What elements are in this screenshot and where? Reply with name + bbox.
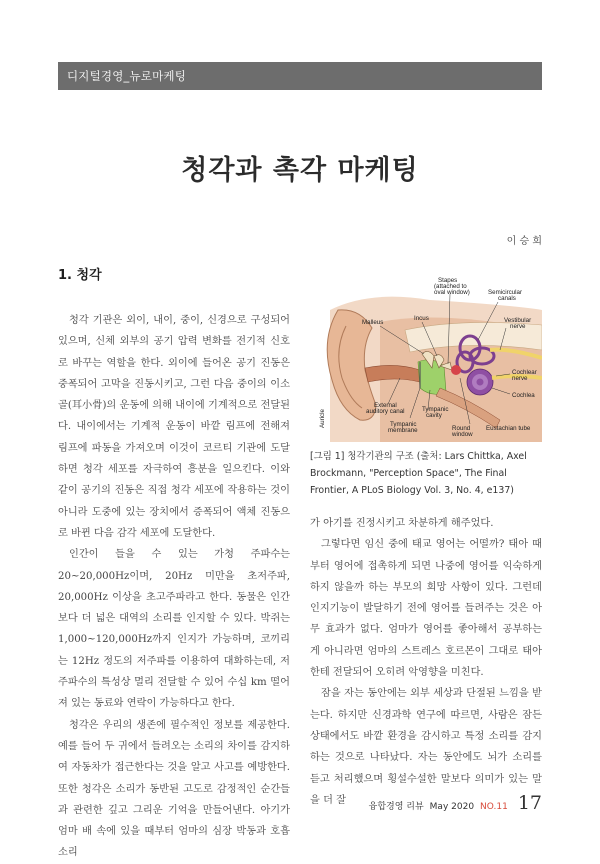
section-heading: 1. 청각 bbox=[58, 268, 102, 283]
page-number: 17 bbox=[517, 792, 542, 814]
magazine-name: 융합경영 리뷰 bbox=[368, 802, 424, 812]
paragraph: 인간이 들을 수 있는 가청 주파수는 20~20,000Hz이며, 20Hz 미만을 초저주파, 20,000Hz 이상을 초고주파라고 한다. 동물은 인간보다 더 넓은 대역의 소리를 인지할 수 있다. 박쥐는 1,000~120,000Hz까지 인지가 가능하며, 코끼리는 12Hz 정도의 저주파를 이용하여 대화하는데, 저주파수의 특성상 멀리 전달할 수 있어 수십 km 떨어져 있는 동료와 연락이 가능하다고 한다. bbox=[58, 549, 290, 710]
label-cochlear-nerve: Cochlear bbox=[512, 369, 537, 376]
label-external: External bbox=[374, 402, 397, 409]
label-cochlear-nerve-2: nerve bbox=[512, 375, 528, 382]
label-semicircular: Semicircular bbox=[488, 289, 523, 296]
label-tympanic-membrane: Tympanic bbox=[390, 421, 417, 428]
paragraph: 가 아기를 진정시키고 차분하게 해주었다. bbox=[310, 518, 494, 529]
label-auricle: Auricle bbox=[319, 409, 326, 428]
category-banner bbox=[58, 62, 542, 90]
paragraph: 청각 기관은 외이, 내이, 중이, 신경으로 구성되어 있으며, 신체 외부의 공기 압력 변화를 전기적 신호로 바꾸는 역할을 한다. 외이에 들어온 공기 진동은 중폭되어 고막을 진동시키고, 그런 다음 중이의 이소골(耳小骨)의 운동에 의해 내이에 기계적으로 전달된다. 내이에서는 기계적 운동이 바깥 림프에 전해져 림프에 파동을 가져오며 이것이 코르티 기관에 도달하면 청각 세포를 자극하여 흥분을 일으킨다. 이와 같이 공기의 진동은 직접 청각 세포에 작용하는 것이 아니라 도중에 있는 장치에서 증폭되어 액체 진동으로 바뀐 다음 감각 세포에 도달한다. bbox=[58, 315, 290, 539]
label-semicircular-2: canals bbox=[498, 295, 516, 302]
label-malleus: Malleus bbox=[362, 319, 384, 326]
paragraph: 청각은 우리의 생존에 필수적인 정보를 제공한다. 예를 들어 두 귀에서 들려오는 소리의 차이를 감지하여 자동차가 접근한다는 것을 알고 사고를 예방한다. 또한 청각은 소리가 동반된 고도로 감정적인 순간들과 관련한 깊고 그리운 기억을 만들어낸다. 아기가 엄마 배 속에 있을 때부터 엄마의 심장 박동과 호흡 소리 bbox=[58, 719, 290, 859]
paragraph: 그렇다면 임신 중에 태교 영어는 어떨까? 태아 때부터 영어에 접촉하게 되면 나중에 영어를 익숙하게 하지 않을까 하는 부모의 희망 사항이 있다. 그런데 인지기능이 발달하기 전에 영어를 들려주는 것은 아무 효과가 없다. 엄마가 영어를 좋아해서 공부하는 게 아니라면 엄마의 스트레스 호르몬이 그대로 태아한테 전달되어 오히려 악영향을 미친다. bbox=[310, 539, 542, 679]
left-column bbox=[58, 310, 290, 864]
cochlea-core bbox=[477, 379, 484, 386]
label-stapes-2: (attached to bbox=[434, 283, 467, 290]
article-title: 청각과 촉각 마케팅 bbox=[181, 155, 419, 186]
label-incus: Incus bbox=[414, 315, 429, 322]
label-stapes-3: oval window) bbox=[434, 289, 470, 296]
right-column bbox=[310, 513, 542, 811]
label-tympanic-cavity-2: cavity bbox=[426, 412, 442, 419]
label-eustachian: Eustachian tube bbox=[486, 425, 531, 432]
label-tympanic-membrane-2: membrane bbox=[388, 427, 418, 434]
ear-anatomy-figure bbox=[310, 270, 542, 442]
label-tympanic-cavity: Tympanic bbox=[422, 406, 449, 413]
issue-date: May 2020 bbox=[429, 802, 475, 812]
ear-diagram bbox=[310, 270, 542, 442]
label-external-2: auditory canal bbox=[366, 408, 405, 415]
label-cochlea: Cochlea bbox=[512, 392, 535, 399]
label-vestibular: Vestibular bbox=[504, 317, 532, 324]
article-author: 이 승 희 bbox=[506, 236, 542, 247]
vestibule-shape bbox=[451, 365, 461, 375]
page-footer bbox=[369, 792, 542, 814]
figure-caption: [그림 1] 청각기관의 구조 (출처: Lars Chittka, Axel Brockmann, "Perception Space", The Final Frontier, A PLoS Biology Vol. 3, No. 4, e137) bbox=[310, 451, 527, 496]
label-stapes: Stapes bbox=[438, 277, 458, 284]
label-round-window-2: window bbox=[452, 431, 473, 438]
category-label: 디지털경영_뉴로마케팅 bbox=[67, 69, 187, 83]
paragraph: 잠을 자는 동안에는 외부 세상과 단절된 느낌을 받는다. 하지만 신경과학 연구에 따르면, 사람은 잠든 상태에서도 바깥 환경을 감시하고 특정 소리를 감지하는 것으로 나타났다. 자는 동안에도 뇌가 소리를 듣고 처리했으며 횡설수설한 말보다 의미가 있는 말을 더 잘 bbox=[310, 688, 542, 806]
label-vestibular-2: nerve bbox=[510, 323, 526, 330]
label-round-window: Round bbox=[452, 425, 471, 432]
issue-number: NO.11 bbox=[480, 802, 508, 812]
